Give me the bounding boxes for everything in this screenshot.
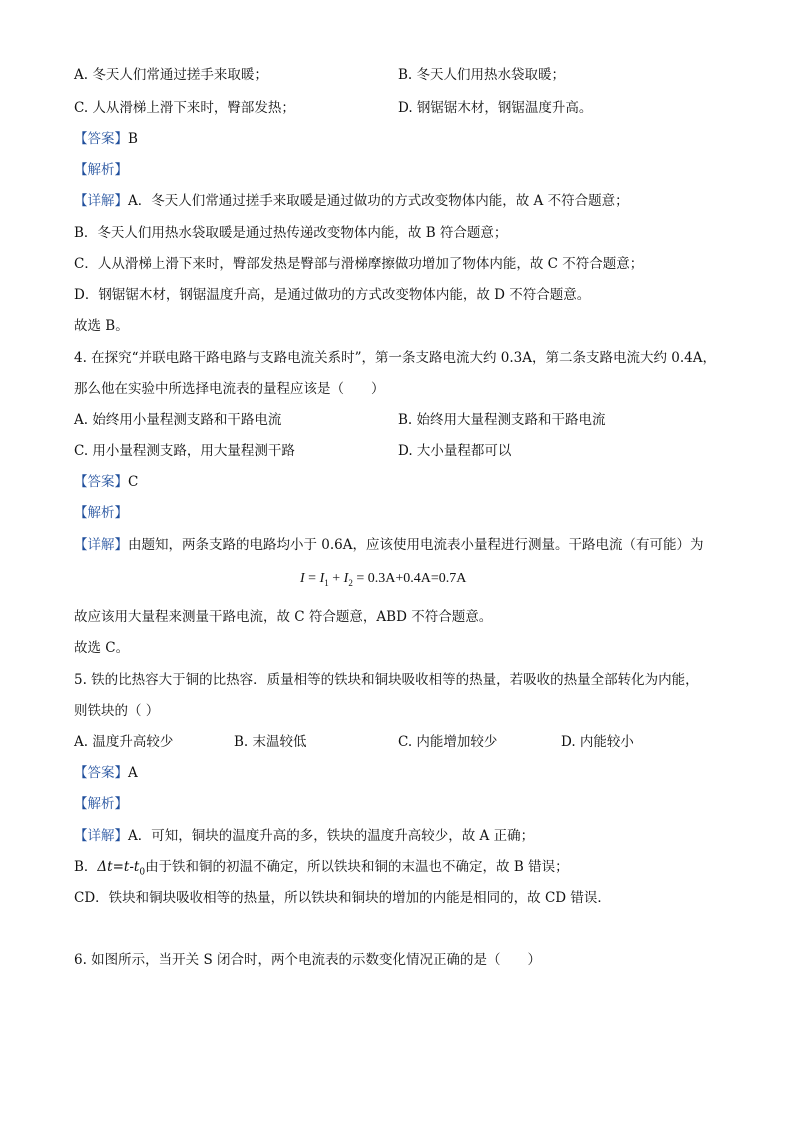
q5-option-b: B. 末温较低 xyxy=(234,734,307,750)
q5-option-c: C. 内能增加较少 xyxy=(398,734,498,750)
analysis-tag: 【解析】 xyxy=(74,162,128,178)
q4-option-d: D. 大小量程都可以 xyxy=(398,443,512,459)
q3-conclusion: 故选 B。 xyxy=(74,318,129,334)
q3-answer xyxy=(74,129,138,149)
q3-detail-4: D．钢锯锯木材，钢锯温度升高，是通过做功的方式改变物体内能，故 D 不符合题意。 xyxy=(74,287,591,303)
q5-detail-2 xyxy=(74,857,569,883)
detail-text: A．冬天人们常通过搓手来取暖是通过做功的方式改变物体内能，故 A 不符合题意； xyxy=(128,193,629,209)
detail-text: 由题知，两条支路的电路均小于 0.6A，应该使用电流表小量程进行测量。干路电流（有可能）为 xyxy=(128,537,704,553)
q4-detail-1 xyxy=(74,535,704,555)
q4-option-c: C. 用小量程测支路，用大量程测干路 xyxy=(74,443,295,459)
formula-rhs: = 0.3A+0.4A=0.7A xyxy=(356,571,467,586)
detail-tag: 【详解】 xyxy=(74,193,128,209)
q5-analysis-heading xyxy=(74,794,128,814)
q4-stem-line-2: 那么他在实验中所选择电流表的量程应该是（ ） xyxy=(74,381,385,397)
answer-value: C xyxy=(128,474,139,490)
answer-tag: 【答案】 xyxy=(74,474,128,490)
q4-stem-line-1: 4. 在探究“并联电路干路电路与支路电流关系时”，第一条支路电流大约 0.3A，第二条支路电流大约 0.4A， xyxy=(74,350,716,366)
q5-detail-1 xyxy=(74,826,534,846)
detail-tag: 【详解】 xyxy=(74,828,128,844)
analysis-tag: 【解析】 xyxy=(74,796,128,812)
q3-detail-3: C．人从滑梯上滑下来时，臀部发热是臀部与滑梯摩擦做功增加了物体内能，故 C 不符合题意； xyxy=(74,256,644,272)
q3-option-b: B. 冬天人们用热水袋取暖； xyxy=(398,67,566,83)
delta-t-formula: Δt=t-t xyxy=(97,859,140,875)
answer-tag: 【答案】 xyxy=(74,765,128,781)
q5-stem-line-1: 5. 铁的比热容大于铜的比热容．质量相等的铁块和铜块吸收相等的热量，若吸收的热量全部转化为内能， xyxy=(74,672,699,688)
detail-prefix: B． xyxy=(74,859,98,875)
q3-option-d: D. 钢锯锯木材，钢锯温度升高。 xyxy=(398,100,593,116)
q5-stem-line-2: 则铁块的（ ） xyxy=(74,703,160,719)
detail-text: A．可知，铜块的温度升高的多，铁块的温度升高较少，故 A 正确； xyxy=(128,828,535,844)
q5-detail-3: CD．铁块和铜块吸收相等的热量，所以铁块和铜块的增加的内能是相同的，故 CD 错误． xyxy=(74,890,611,906)
q3-detail-2: B．冬天人们用热水袋取暖是通过热传递改变物体内能，故 B 符合题意； xyxy=(74,225,508,241)
formula-subscript: 0 xyxy=(139,867,146,878)
q4-analysis-heading xyxy=(74,503,128,523)
analysis-tag: 【解析】 xyxy=(74,505,128,521)
q3-analysis-heading xyxy=(74,160,128,180)
answer-value: B xyxy=(128,131,138,147)
q4-conclusion: 故选 C。 xyxy=(74,640,130,656)
q4-detail-2: 故应该用大量程来测量干路电流，故 C 符合题意，ABD 不符合题意。 xyxy=(74,609,493,625)
q6-stem: 6. 如图所示，当开关 S 闭合时，两个电流表的示数变化情况正确的是（ ） xyxy=(74,952,542,968)
detail-tag: 【详解】 xyxy=(74,537,128,553)
answer-value: A xyxy=(128,765,138,781)
q5-answer xyxy=(74,763,138,783)
q4-option-a: A. 始终用小量程测支路和干路电流 xyxy=(74,412,282,428)
q3-detail-1 xyxy=(74,191,629,211)
q3-option-c: C. 人从滑梯上滑下来时，臀部发热； xyxy=(74,100,295,116)
q4-current-formula: $I = I_1 + I_2 = 0.3A+0.4A=0.7A$ xyxy=(300,571,467,588)
q4-answer xyxy=(74,472,138,492)
q5-option-a: A. 温度升高较少 xyxy=(74,734,174,750)
answer-tag: 【答案】 xyxy=(74,131,128,147)
detail-text: 由于铁和铜的初温不确定，所以铁块和铜的末温也不确定，故 B 错误； xyxy=(145,859,569,875)
q3-option-a: A. 冬天人们常通过搓手来取暖； xyxy=(74,67,268,83)
q5-option-d: D. 内能较小 xyxy=(561,734,634,750)
q4-option-b: B. 始终用大量程测支路和干路电流 xyxy=(398,412,606,428)
